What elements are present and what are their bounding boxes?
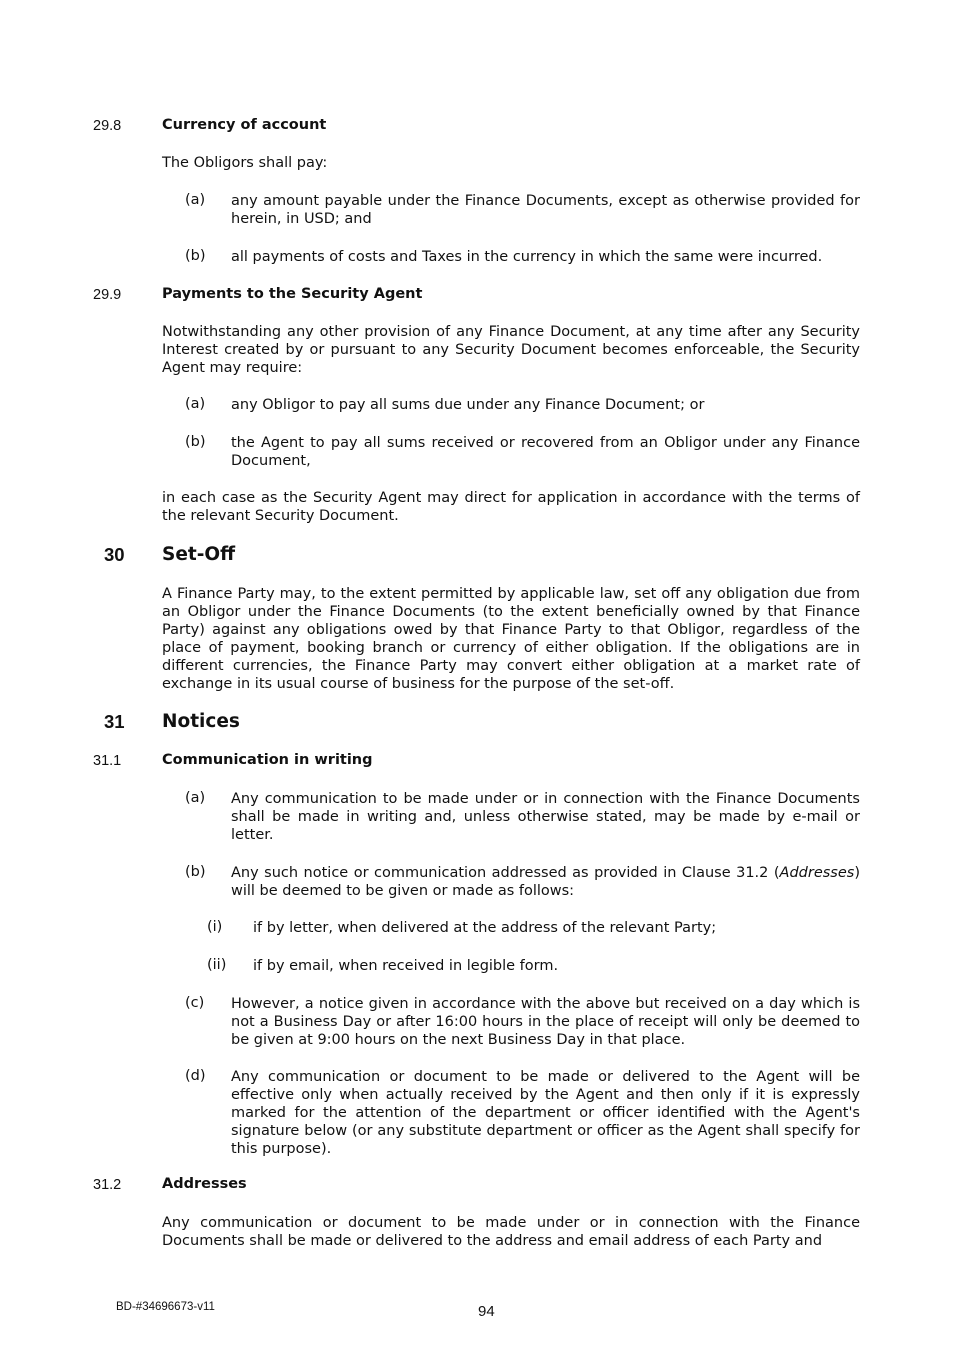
- list-item: However, a notice given in accordance with the above but received on a day which is not a Business Day or after 16:00 hours in the place of receipt will only be deemed to be given at 9:00 hours on the next Business Day in that place.: [231, 996, 860, 1048]
- list-marker: (a): [185, 396, 206, 412]
- paragraph: in each case as the Security Agent may direct for application in accordance with the terms of the relevant Security Document.: [162, 490, 860, 524]
- list-item-text: Any such notice or communication addressed as provided in Clause 31.2 (: [231, 865, 780, 881]
- list-item: if by letter, when delivered at the address of the relevant Party;: [253, 920, 717, 936]
- list-item: the Agent to pay all sums received or recovered from an Obligor under any Finance Document,: [231, 435, 860, 469]
- paragraph: Any communication or document to be made under or in connection with the Finance Documents shall be made or delivered to the address and email address of each Party and: [162, 1215, 860, 1249]
- list-marker: (b): [185, 434, 206, 450]
- section-number: 31.2: [93, 1177, 122, 1193]
- list-item: Any communication to be made under or in connection with the Finance Documents shall be made in writing and, unless otherwise stated, may be made by e-mail or letter.: [231, 791, 860, 843]
- section-number: 29.8: [93, 118, 122, 134]
- list-marker: (d): [185, 1068, 206, 1084]
- list-item-text: ) will be deemed to be given or made as follows:: [231, 865, 860, 899]
- page-number: 94: [478, 1303, 495, 1320]
- paragraph: A Finance Party may, to the extent permitted by applicable law, set off any obligation due from an Obligor under the Finance Documents (to the extent beneficially owned by that Finance Party) against any obligations owed by that Finance Party to that Obligor, regardless of the place of payment, booking branch or currency of either obligation. If the obligations are in different currencies, the Finance Party may convert either obligation at a market rate of exchange in its usual course of business for the purpose of the set-off.: [162, 586, 860, 692]
- section-heading: Currency of account: [162, 117, 327, 133]
- list-marker: (a): [185, 790, 206, 806]
- list-item: Any communication or document to be made or delivered to the Agent will be effective only when actually received by the Agent and then only if it is expressly marked for the attention of the department or officer identified with the Agent's signature below (or any substitute department or officer as the Agent shall specify for this purpose).: [231, 1069, 860, 1157]
- list-item: any amount payable under the Finance Documents, except as otherwise provided for herein, in USD; and: [231, 193, 860, 227]
- section-number: 31.1: [93, 753, 122, 769]
- clause-number: 31: [104, 711, 125, 732]
- document-reference: BD-#34696673-v11: [116, 1301, 215, 1313]
- cross-reference-title: Addresses: [779, 865, 855, 881]
- paragraph: Notwithstanding any other provision of any Finance Document, at any time after any Security Interest created by or pursuant to any Security Document becomes enforceable, the Security Agent may require:: [162, 324, 860, 376]
- clause-heading: Set-Off: [162, 544, 236, 565]
- list-item: all payments of costs and Taxes in the currency in which the same were incurred.: [231, 249, 823, 265]
- list-marker: (i): [207, 919, 223, 935]
- list-item: if by email, when received in legible form.: [253, 958, 559, 974]
- list-marker: (a): [185, 192, 206, 208]
- list-marker: (c): [185, 995, 205, 1011]
- list-marker: (b): [185, 248, 206, 264]
- list-marker: (b): [185, 864, 206, 880]
- list-item: [231, 864, 860, 900]
- clause-heading: Notices: [162, 711, 240, 732]
- clause-number: 30: [104, 544, 125, 565]
- paragraph: The Obligors shall pay:: [162, 155, 328, 171]
- section-heading: Communication in writing: [162, 752, 373, 768]
- section-heading: Payments to the Security Agent: [162, 286, 423, 302]
- list-marker: (ii): [207, 957, 227, 973]
- section-heading: Addresses: [162, 1176, 247, 1192]
- section-number: 29.9: [93, 287, 122, 303]
- list-item: any Obligor to pay all sums due under any Finance Document; or: [231, 397, 705, 413]
